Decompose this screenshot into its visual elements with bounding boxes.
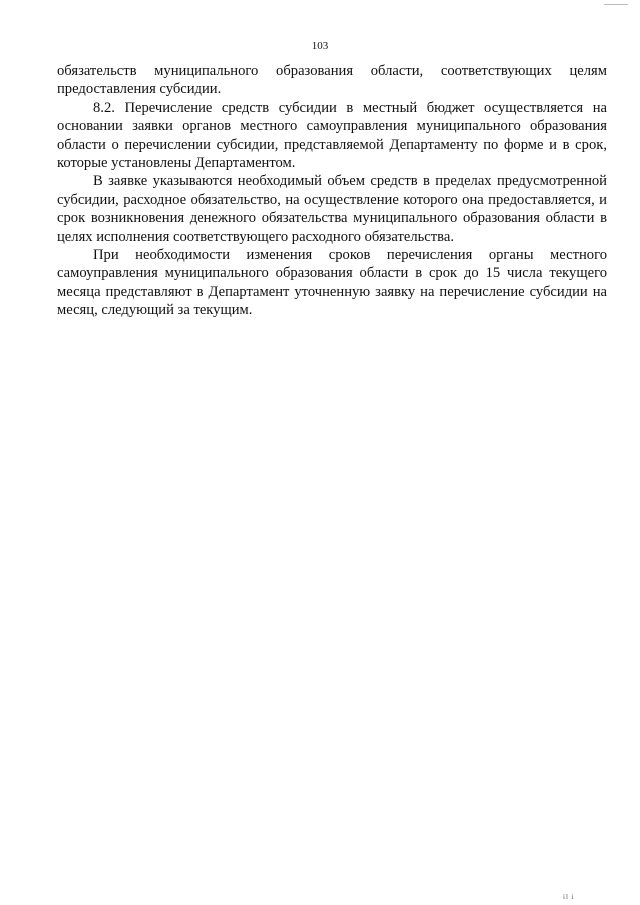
paragraph-request-contents: В заявке указываются необходимый объем средств в пределах предусмотренной субсидии, расходное обязательство, на осуществление которого она предоставляется, и срок возникновения денежного обязательства муниципального образования области в целях исполнения соответствующего расходного обязательства. bbox=[57, 173, 607, 245]
document-body bbox=[57, 62, 607, 320]
paragraph-schedule-change: При необходимости изменения сроков перечисления органы местного самоуправления муниципального образования области в срок до 15 числа текущего месяца представляют в Департамент уточненную заявку на перечисление субсидии на месяц, следующий за текущим. bbox=[57, 247, 607, 319]
page-number: 103 bbox=[311, 40, 329, 52]
paragraph-8-2: 8.2. Перечисление средств субсидии в местный бюджет осуществляется на основании заявки органов местного самоуправления муниципального образования области о перечислении субсидии, представляемой Департаменту по форме и в срок, которые установлены Департаментом. bbox=[57, 99, 607, 172]
scan-corner-mark bbox=[604, 0, 628, 5]
paragraph-continuation: обязательств муниципального образования области, соответствующих целям предоставления субсидии. bbox=[57, 63, 607, 98]
footer-mark: il i bbox=[563, 893, 575, 901]
